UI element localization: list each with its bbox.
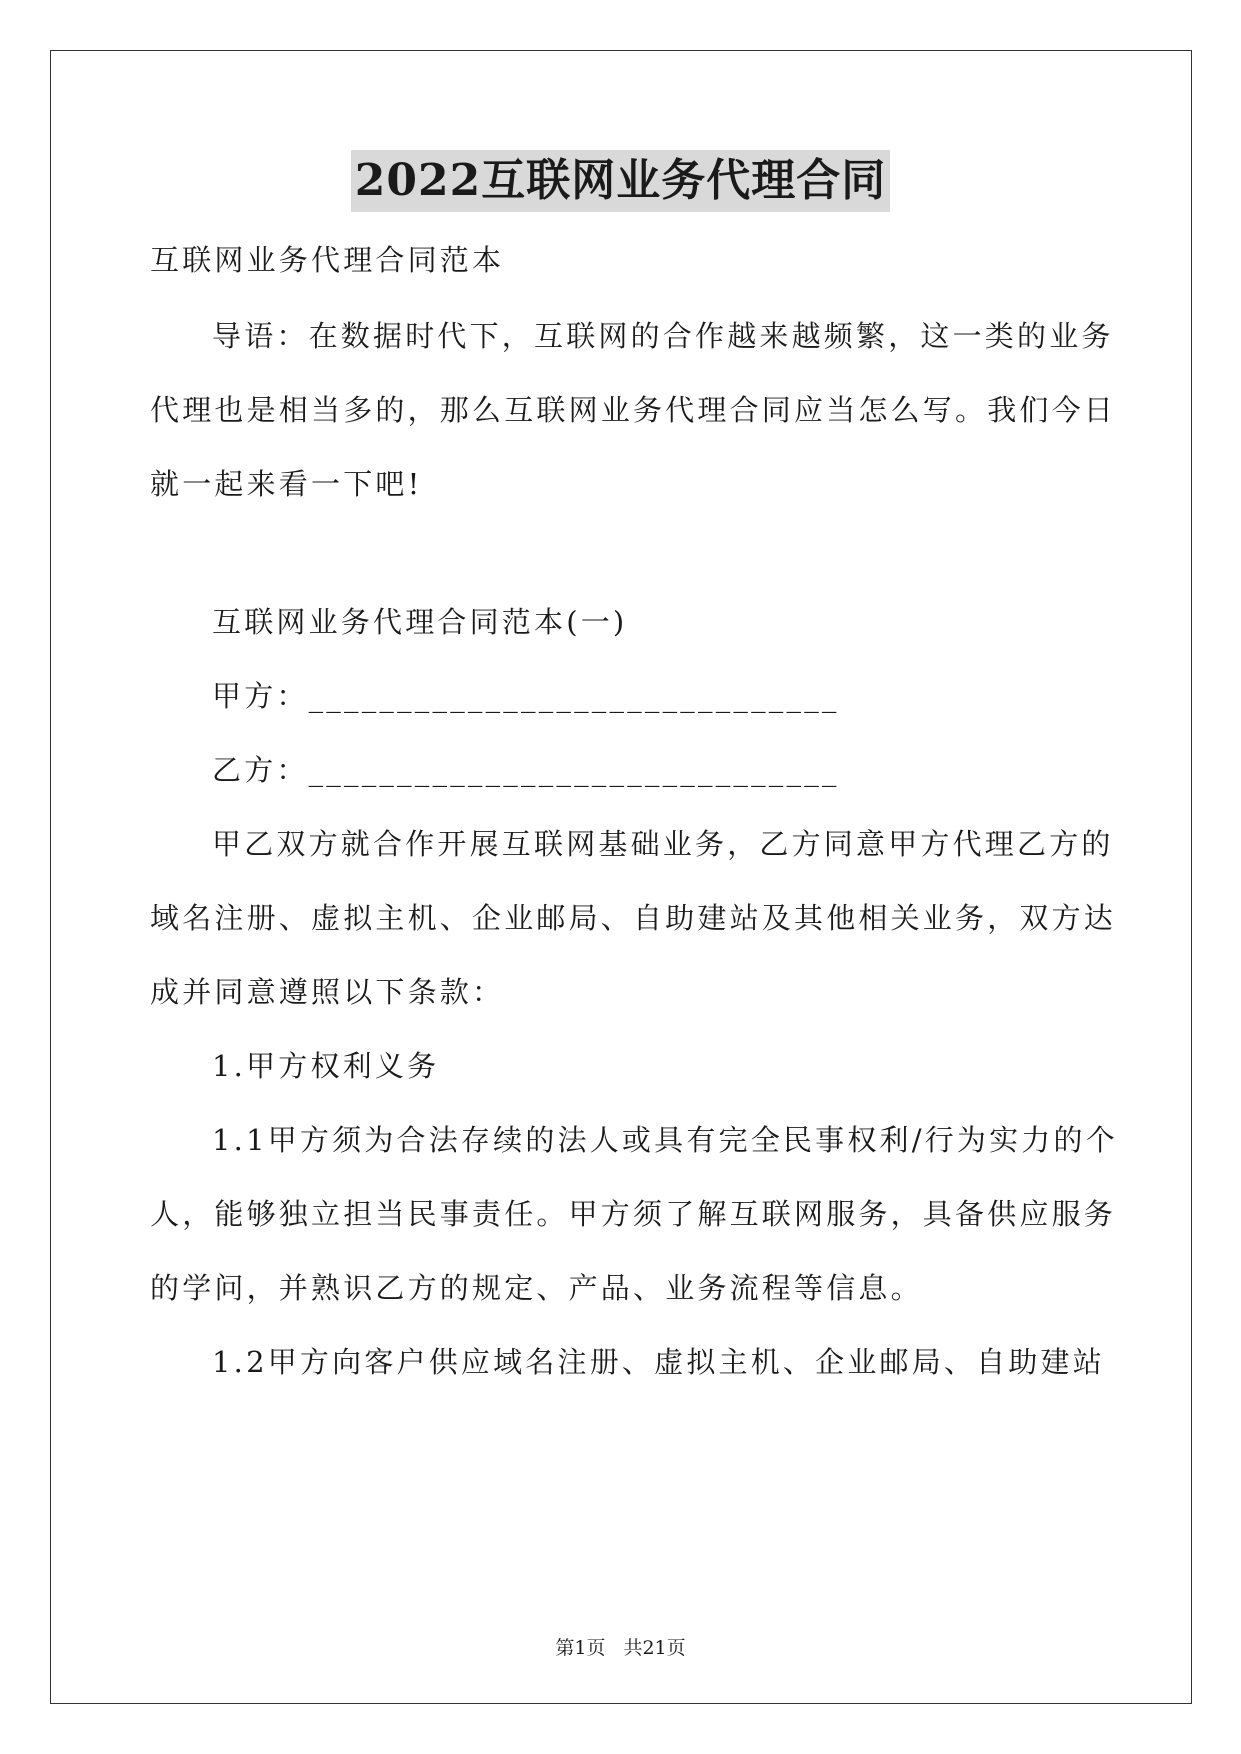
title-container xyxy=(0,150,1241,212)
document-title: 2022互联网业务代理合同 xyxy=(351,150,890,212)
page-border xyxy=(50,50,1192,1704)
paragraph-line: 成并同意遵照以下条款： xyxy=(150,975,505,1009)
paragraph-line: 域名注册、虚拟主机、企业邮局、自助建站及其他相关业务，双方达 xyxy=(150,901,1117,935)
paragraph-line: 导语：在数据时代下，互联网的合作越来越频繁，这一类的业务 xyxy=(212,319,1114,353)
paragraph-line: 1.2甲方向客户供应域名注册、虚拟主机、企业邮局、自助建站 xyxy=(212,1345,1105,1379)
clause-heading: 1.甲方权利义务 xyxy=(212,1049,440,1083)
section-heading: 互联网业务代理合同范本(一) xyxy=(212,605,628,639)
paragraph-line: 的学问，并熟识乙方的规定、产品、业务流程等信息。 xyxy=(150,1271,923,1305)
paragraph-line: 人，能够独立担当民事责任。甲方须了解互联网服务，具备供应服务 xyxy=(150,1197,1117,1231)
paragraph-line: 甲乙双方就合作开展互联网基础业务，乙方同意甲方代理乙方的 xyxy=(212,827,1114,861)
page-number: 第1页 xyxy=(555,1637,606,1659)
subtitle: 互联网业务代理合同范本 xyxy=(150,243,505,277)
page-total: 共21页 xyxy=(623,1637,686,1659)
paragraph-line: 代理也是相当多的，那么互联网业务代理合同应当怎么写。我们今日 xyxy=(150,393,1117,427)
party-b-line: 乙方：______________________________ xyxy=(212,753,840,787)
party-a-line: 甲方：______________________________ xyxy=(212,679,840,713)
paragraph-line: 就一起来看一下吧! xyxy=(150,467,423,501)
page-footer xyxy=(0,1634,1241,1662)
paragraph-line: 1.1甲方须为合法存续的法人或具有完全民事权利/行为实力的个 xyxy=(212,1123,1118,1157)
